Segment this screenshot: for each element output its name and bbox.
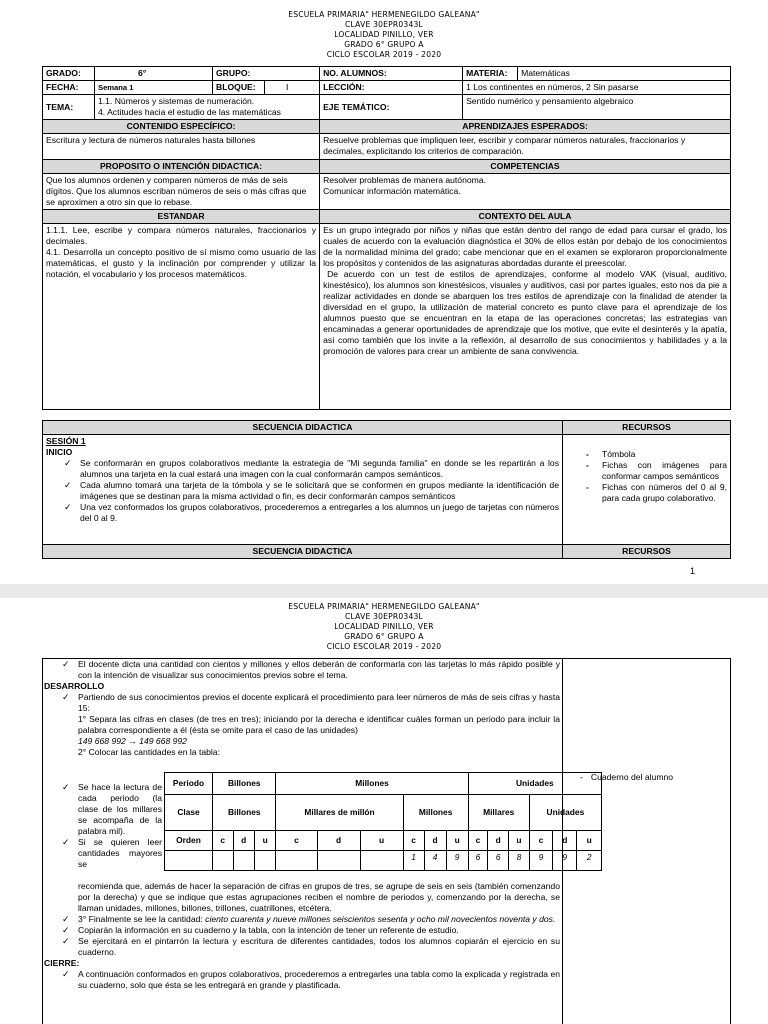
table-cell: 6 xyxy=(468,851,488,871)
page2-content xyxy=(44,659,560,758)
table-header: Unidades xyxy=(468,773,601,795)
school-cycle: CICLO ESCOLAR 2019 - 2020 xyxy=(326,50,442,59)
table-cell: 9 xyxy=(446,851,468,871)
table-cell: 8 xyxy=(509,851,530,871)
grado-label: GRADO: xyxy=(43,67,95,81)
table-cell xyxy=(213,851,234,871)
contenido-text: Escritura y lectura de números naturales hasta billones xyxy=(43,134,320,160)
list-item: ✓ Si se quieren leer cantidades mayores se xyxy=(44,837,162,870)
competencias-title: COMPETENCIAS xyxy=(320,160,731,174)
bloque-label: BLOQUE: xyxy=(213,81,265,95)
page-separator xyxy=(0,584,768,598)
school-grade: GRADO 6° GRUPO A xyxy=(344,40,424,49)
grupo-label: GRUPO: xyxy=(213,67,320,81)
list-item: ✓ Se conformarán en grupos colaborativos mediante la estrategia de "Mi segunda familia" en donde se les repartirán a los alumnos una tarjeta en la cual estará una imagen con la cual conformarán campos semánticos. xyxy=(46,458,559,480)
contexto-title: CONTEXTO DEL AULA xyxy=(320,210,731,224)
list-item: - Tómbola xyxy=(566,449,727,460)
school-name: ESCUELA PRIMARIA" HERMENEGILDO GALEANA" xyxy=(288,10,480,19)
table-header: Billones xyxy=(213,795,276,831)
desarrollo-label: DESARROLLO xyxy=(44,681,105,691)
sesion-label: SESIÓN 1 xyxy=(46,436,86,446)
eje-value: Sentido numérico y pensamiento algebraico xyxy=(463,95,731,120)
secuencia-title: SECUENCIA DIDACTICA xyxy=(43,421,563,435)
recursos-title: RECURSOS xyxy=(563,421,731,435)
table-header: Millares xyxy=(468,795,529,831)
contexto-text: Es un grupo integrado por niños y niñas que están dentro del rango de edad para cursar el grado, los cuales de acuerdo con la evaluación diagnóstica el 30% de ellos están por debajo de los conocimientos de la normalidad mínima del grado; cabe mencionar que en el examen se exploraron proporcionalmente los propósitos y contenidos de las asignaturas abordadas durante el preescolar. De acuerdo con un test de estilos de aprendizajes, conforme al modelo VAK (visual, auditivo, kinestésico), los alumnos son kinestésicos, visuales y auditivos, casi por partes iguales, esto nos da pie a realizar actividades en donde se abarquen los tres estilos de aprendizaje con la finalidad de atender la diversidad en el grupo, la utilización de material concreto es punto clave para el aprendizaje de los alumnos puesto que se encuentran en la etapa de las operaciones concretas; las estrategias van encaminadas a generar oportunidades de aprendizaje que los motive, que evite el desinterés y la apatía, así como también que los invite a la reflexión, al desarrollo de sus conocimientos y habilidades y a la promoción de valores para crear un ambiente de sana convivencia. xyxy=(320,224,731,410)
table-cell: d xyxy=(488,831,509,851)
inicio-label: INICIO xyxy=(46,447,73,457)
table-cell: c xyxy=(213,831,234,851)
recursos-list xyxy=(566,449,727,504)
table-header: Unidades xyxy=(529,795,601,831)
list-item: - Fichas con imágenes para conformar campos semánticos xyxy=(566,460,727,482)
table-cell: 9 xyxy=(553,851,577,871)
fecha-label: FECHA: xyxy=(43,81,95,95)
tema-value: 1.1. Números y sistemas de numeración. 4. Actitudes hacia el estudio de las matemáticas xyxy=(95,95,320,120)
grado-value: 6° xyxy=(95,67,213,81)
table-cell: c xyxy=(276,831,317,851)
table-cell: 6 xyxy=(488,851,509,871)
table-cell: d xyxy=(317,831,360,851)
inicio-list xyxy=(46,458,559,524)
table-header: Millones xyxy=(276,773,468,795)
recurso-item: Cuaderno del alumno xyxy=(590,772,674,782)
secuencia-title-2: SECUENCIA DIDACTICA xyxy=(43,545,563,559)
cierre-label: CIERRE: xyxy=(44,958,80,968)
table-header: Orden xyxy=(165,831,213,851)
table-cell xyxy=(165,851,213,871)
table-header: Billones xyxy=(213,773,276,795)
table-cell: u xyxy=(577,831,602,851)
school-clave: CLAVE 30EPR0343L xyxy=(345,612,423,621)
page2-cont xyxy=(44,881,560,991)
secuencia-table xyxy=(42,420,731,559)
school-name: ESCUELA PRIMARIA" HERMENEGILDO GALEANA" xyxy=(288,602,480,611)
recursos-body xyxy=(563,435,731,545)
page2-left-col xyxy=(44,782,162,870)
proposito-title: PROPOSITO O INTENCIÓN DIDACTICA: xyxy=(43,160,320,174)
table-header: Millones xyxy=(403,795,468,831)
page1-header xyxy=(0,10,768,60)
school-clave: CLAVE 30EPR0343L xyxy=(345,20,423,29)
table-cell: 4 xyxy=(424,851,446,871)
table-header: Periodo xyxy=(165,773,213,795)
recursos-title-2: RECURSOS xyxy=(563,545,731,559)
table-header: Millares de millón xyxy=(276,795,403,831)
eje-label: EJE TEMÁTICO: xyxy=(320,95,463,120)
page-number: 1 xyxy=(690,566,696,576)
secuencia-body xyxy=(43,435,563,545)
table-header: Clase xyxy=(165,795,213,831)
table-cell: 2 xyxy=(577,851,602,871)
list-item: ✓ A continuación conformados en grupos colaborativos, procederemos a entregarles una tabla como la explicada y registrada en su cuaderno, solo que ésta se les entregará en grande y plastificada. xyxy=(44,969,560,991)
table-cell xyxy=(233,851,254,871)
fecha-value: Semana 1 xyxy=(95,81,213,95)
list-item: - Fichas con números del 0 al 9, para cada grupo colaborativo. xyxy=(566,482,727,504)
competencias-text: Resolver problemas de manera autónoma. Comunicar información matemática. xyxy=(320,174,731,210)
table-cell: 1 xyxy=(403,851,424,871)
list-item: ✓ Se ejercitará en el pintarrón la lectura y escritura de diferentes cantidades, todos los alumnos copiarán el ejercicio en su cuaderno. xyxy=(44,936,560,958)
leer-cont: recomienda que, además de hacer la separación de cifras en grupos de tres, se agrupe de seis en seis (también comenzando por la derecha) y que se indique que estas agrupaciones reciben el nombre de periodos y, comenzando por la derecha, se llaman unidades, millones, billones, trillones, cuatrillones, etcétera. xyxy=(78,881,560,913)
page2-header xyxy=(0,602,768,652)
table-cell xyxy=(254,851,276,871)
list-item: ✓ 3° Finalmente se lee la cantidad: ciento cuarenta y nueve millones seiscientos sesenta y ocho mil novecientos noventa y dos. xyxy=(44,914,560,925)
list-item: ✓ Se hace la lectura de cada periodo (la clase de los millares se acompaña de la palabra mil). xyxy=(44,782,162,837)
table-cell: d xyxy=(424,831,446,851)
table-cell xyxy=(276,851,317,871)
leccion-value: 1 Los continentes en números, 2 Sin pasarse xyxy=(463,81,731,95)
table-cell: u xyxy=(446,831,468,851)
proposito-text: Que los alumnos ordenen y comparen números de más de seis dígitos. Que los alumnos escriban números de seis o más cifras que se aproximen a otro sin que lo rebase. xyxy=(43,174,320,210)
leccion-label: LECCIÓN: xyxy=(320,81,463,95)
list-item: ✓ El docente dicta una cantidad con cientos y millones y ellos deberán de conformarla con las tarjetas lo más rápido posible y con la intención de visualizar sus conocimientos previos sobre el tema. xyxy=(44,659,560,681)
estandar-text: 1.1.1. Lee, escribe y compara números naturales, fraccionarios y decimales. 4.1. Desarrolla un concepto positivo de sí mismo como usuario de las matemáticas, el gusto y la inclinación por comprender y utilizar la notación, el vocabulario y los procesos matemáticos. xyxy=(43,224,320,410)
aprendizajes-title: APRENDIZAJES ESPERADOS: xyxy=(320,120,731,134)
school-locality: LOCALIDAD PINILLO, VER xyxy=(334,622,434,631)
school-locality: LOCALIDAD PINILLO, VER xyxy=(334,30,434,39)
table-cell: 9 xyxy=(529,851,552,871)
planning-table xyxy=(42,66,731,410)
alumnos-label: NO. ALUMNOS: xyxy=(320,67,463,81)
page2-recurso: - Cuaderno del alumno xyxy=(580,772,674,782)
list-item: ✓ Cada alumno tomará una tarjeta de la tómbola y se le solicitará que se conformen en grupos mediante la identificación de imágenes que se destinan para la misma actividad o fin, es decir conformarán campos semánticos xyxy=(46,480,559,502)
table-cell: c xyxy=(403,831,424,851)
table-cell: u xyxy=(509,831,530,851)
estandar-title: ESTANDAR xyxy=(43,210,320,224)
list-item: ✓ Copiarán la información en su cuaderno y la tabla, con la intención de tener un referente de estudio. xyxy=(44,925,560,936)
bloque-value: I xyxy=(265,81,320,95)
materia-label: MATERIA: xyxy=(463,67,518,81)
materia-value: Matemáticas xyxy=(518,67,731,81)
aprendizajes-text: Resuelve problemas que impliquen leer, escribir y comparar números naturales, fraccionarios y decimales, explicitando los criterios de comparación. xyxy=(320,134,731,160)
table-cell: u xyxy=(360,831,403,851)
table-cell: c xyxy=(468,831,488,851)
tema-label: TEMA: xyxy=(43,95,95,120)
school-cycle: CICLO ESCOLAR 2019 - 2020 xyxy=(326,642,442,651)
school-grade: GRADO 6° GRUPO A xyxy=(344,632,424,641)
table-cell: d xyxy=(553,831,577,851)
list-item: ✓ Partiendo de sus conocimientos previos el docente explicará el procedimiento para leer números de más de seis cifras y hasta 15: 1° Separa las cifras en clases (de tres en tres); iniciando por la derecha e identificar cuáles forman un periodo para incluir la palabra correspondiente a él (ésta se omite para el caso de las unidades) 149 668 992 → 149 668 992 2° Colocar las cantidades en la tabla: xyxy=(44,692,560,758)
list-item: ✓ Una vez conformados los grupos colaborativos, procederemos a entregarles a los alumnos un juego de tarjetas con números del 0 al 9. xyxy=(46,502,559,524)
table-cell: d xyxy=(233,831,254,851)
contenido-title: CONTENIDO ESPECÍFICO: xyxy=(43,120,320,134)
table-cell xyxy=(317,851,360,871)
table-cell: u xyxy=(254,831,276,851)
periods-table xyxy=(164,772,602,871)
table-cell: c xyxy=(529,831,552,851)
table-cell xyxy=(360,851,403,871)
